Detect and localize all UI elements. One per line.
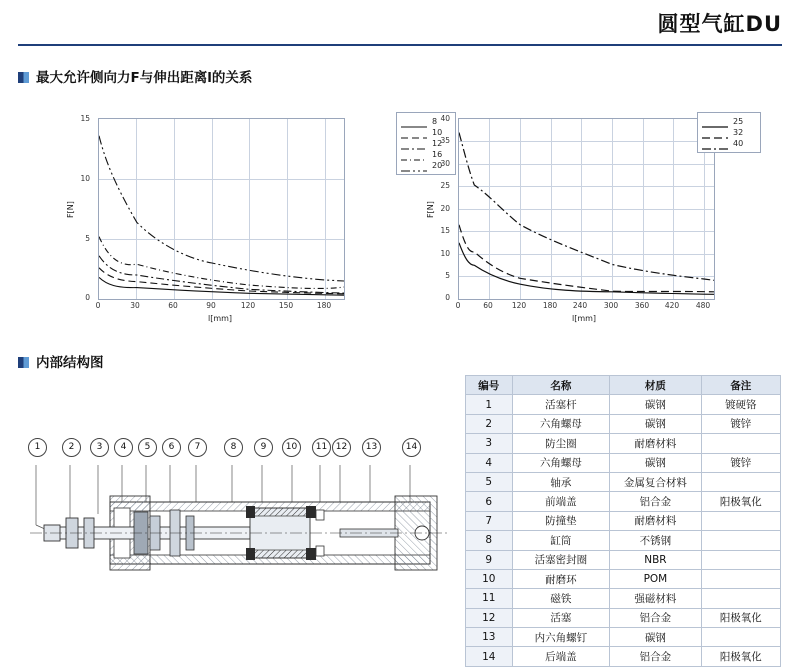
cell-no: 12 xyxy=(466,608,513,627)
cell-name: 防撞垫 xyxy=(512,511,610,530)
cell-name: 前端盖 xyxy=(512,492,610,511)
callout-1: 1 xyxy=(28,438,47,457)
table-row xyxy=(466,550,781,569)
cell-material: 铝合金 xyxy=(610,608,701,627)
legend-label: 8 xyxy=(432,117,438,126)
legend-label: 10 xyxy=(432,128,443,137)
callout-8: 8 xyxy=(224,438,243,457)
chart1-ytick: 0 xyxy=(85,293,90,302)
section-2-label: 内部结构图 xyxy=(36,355,104,371)
table-row xyxy=(466,608,781,627)
legend-label: 16 xyxy=(432,150,443,159)
cell-remark: 镀锌 xyxy=(701,414,780,433)
callout-14: 14 xyxy=(402,438,421,457)
callout-4: 4 xyxy=(114,438,133,457)
table-header-row xyxy=(466,376,781,395)
chart-force-vs-distance-small xyxy=(60,108,360,338)
chart2-xtick: 120 xyxy=(511,301,527,310)
cell-material: POM xyxy=(610,569,701,588)
legend-item xyxy=(702,116,754,127)
cell-no: 13 xyxy=(466,628,513,647)
cell-no: 14 xyxy=(466,647,513,666)
cell-remark xyxy=(701,550,780,569)
chart2-plot-area xyxy=(458,118,715,300)
cell-name: 磁铁 xyxy=(512,589,610,608)
chart1-xtick: 0 xyxy=(95,301,101,310)
callout-7: 7 xyxy=(188,438,207,457)
cell-material: 碳钢 xyxy=(610,395,701,414)
cell-material: 铝合金 xyxy=(610,647,701,666)
chart1-ylabel: F[N] xyxy=(66,201,75,218)
cell-material: 金属复合材料 xyxy=(610,472,701,491)
callout-6: 6 xyxy=(162,438,181,457)
chart1-ytick: 15 xyxy=(80,114,90,123)
cell-no: 3 xyxy=(466,434,513,453)
cell-remark xyxy=(701,511,780,530)
cell-no: 10 xyxy=(466,569,513,588)
legend-key-dashdot xyxy=(702,139,728,149)
table-row xyxy=(466,589,781,608)
header-divider xyxy=(18,44,782,46)
callout-12: 12 xyxy=(332,438,351,457)
legend-label: 25 xyxy=(733,117,744,126)
legend-label: 40 xyxy=(733,139,744,148)
cell-remark: 阳极氧化 xyxy=(701,492,780,511)
chart1-xtick: 120 xyxy=(240,301,256,310)
cell-material: 强磁材料 xyxy=(610,589,701,608)
cell-remark xyxy=(701,589,780,608)
chart2-xtick: 240 xyxy=(572,301,588,310)
table-row xyxy=(466,453,781,472)
callout-3: 3 xyxy=(90,438,109,457)
table-row xyxy=(466,628,781,647)
cell-material: 碳钢 xyxy=(610,414,701,433)
cell-name: 活塞 xyxy=(512,608,610,627)
cell-no: 9 xyxy=(466,550,513,569)
cell-name: 后端盖 xyxy=(512,647,610,666)
callout-11: 11 xyxy=(312,438,331,457)
chart2-ytick: 10 xyxy=(440,249,450,258)
callout-13: 13 xyxy=(362,438,381,457)
cell-material: NBR xyxy=(610,550,701,569)
chart1-series-lines xyxy=(99,119,344,299)
cell-name: 轴承 xyxy=(512,472,610,491)
chart2-xtick: 360 xyxy=(634,301,650,310)
cell-no: 2 xyxy=(466,414,513,433)
cell-remark xyxy=(701,569,780,588)
chart2-ytick: 15 xyxy=(440,226,450,235)
chart2-xtick: 0 xyxy=(455,301,461,310)
cell-remark: 阳极氧化 xyxy=(701,647,780,666)
parts-table xyxy=(465,375,781,667)
col-header-remark: 备注 xyxy=(701,376,780,395)
chart1-xtick: 60 xyxy=(168,301,178,310)
page-header xyxy=(0,0,800,46)
cell-material: 不锈钢 xyxy=(610,531,701,550)
cell-no: 7 xyxy=(466,511,513,530)
cell-no: 4 xyxy=(466,453,513,472)
cell-name: 内六角螺钉 xyxy=(512,628,610,647)
chart2-xtick: 300 xyxy=(603,301,619,310)
cell-name: 六角螺母 xyxy=(512,453,610,472)
callout-9: 9 xyxy=(254,438,273,457)
chart2-ylabel: F[N] xyxy=(426,201,435,218)
chart1-plot-area xyxy=(98,118,345,300)
legend-item xyxy=(702,138,754,149)
cell-remark xyxy=(701,472,780,491)
chart2-ytick: 40 xyxy=(440,114,450,123)
page-title: 圆型气缸DU xyxy=(657,12,782,36)
legend-item xyxy=(702,127,754,138)
cell-remark: 镀锌 xyxy=(701,453,780,472)
cell-no: 8 xyxy=(466,531,513,550)
callout-2: 2 xyxy=(62,438,81,457)
cell-remark: 阳极氧化 xyxy=(701,608,780,627)
chart2-xtick: 180 xyxy=(542,301,558,310)
chart2-ytick: 5 xyxy=(445,271,450,280)
cell-material: 耐磨材料 xyxy=(610,434,701,453)
cell-remark xyxy=(701,531,780,550)
col-header-material: 材质 xyxy=(610,376,701,395)
col-header-no: 编号 xyxy=(466,376,513,395)
chart1-ytick: 5 xyxy=(85,234,90,243)
table-row xyxy=(466,414,781,433)
col-header-name: 名称 xyxy=(512,376,610,395)
cell-no: 5 xyxy=(466,472,513,491)
cell-remark xyxy=(701,628,780,647)
bullet-square-icon xyxy=(18,357,29,368)
chart2-series-lines xyxy=(459,119,714,299)
cell-name: 六角螺母 xyxy=(512,414,610,433)
cell-material: 碳钢 xyxy=(610,628,701,647)
table-row xyxy=(466,395,781,414)
chart2-legend xyxy=(697,112,761,153)
legend-label: 32 xyxy=(733,128,744,137)
chart2-ytick: 20 xyxy=(440,204,450,213)
cell-name: 活塞密封圈 xyxy=(512,550,610,569)
cell-remark xyxy=(701,434,780,453)
legend-label: 12 xyxy=(432,139,443,148)
chart-force-vs-distance-large xyxy=(420,108,720,338)
chart1-xtick: 180 xyxy=(316,301,332,310)
cell-material: 铝合金 xyxy=(610,492,701,511)
table-row xyxy=(466,569,781,588)
callout-5: 5 xyxy=(138,438,157,457)
table-row xyxy=(466,531,781,550)
bullet-square-icon xyxy=(18,72,29,83)
chart2-xtick: 480 xyxy=(695,301,711,310)
cell-no: 11 xyxy=(466,589,513,608)
chart1-xlabel: l[mm] xyxy=(208,314,233,323)
section-title-force-distance xyxy=(18,66,252,86)
cell-material: 耐磨材料 xyxy=(610,511,701,530)
chart1-xtick: 150 xyxy=(278,301,294,310)
chart2-xtick: 60 xyxy=(483,301,493,310)
section-1-label: 最大允许侧向力F与伸出距离l的关系 xyxy=(36,70,253,86)
chart1-ytick: 10 xyxy=(80,174,90,183)
table-row xyxy=(466,511,781,530)
chart1-xtick: 30 xyxy=(130,301,140,310)
chart1-xtick: 90 xyxy=(206,301,216,310)
cell-no: 1 xyxy=(466,395,513,414)
chart2-ytick: 25 xyxy=(440,181,450,190)
table-row xyxy=(466,492,781,511)
chart2-xtick: 420 xyxy=(664,301,680,310)
chart2-ytick: 35 xyxy=(440,136,450,145)
chart2-ytick: 30 xyxy=(440,159,450,168)
legend-key-solid xyxy=(702,117,728,127)
cell-name: 活塞杆 xyxy=(512,395,610,414)
cell-no: 6 xyxy=(466,492,513,511)
cell-name: 防尘圈 xyxy=(512,434,610,453)
chart2-xlabel: l[mm] xyxy=(572,314,597,323)
cylinder-cross-section-diagram xyxy=(10,430,460,610)
chart2-ytick: 0 xyxy=(445,293,450,302)
legend-key-dashed xyxy=(702,128,728,138)
legend-label: 20 xyxy=(432,161,443,170)
cell-material: 碳钢 xyxy=(610,453,701,472)
table-row xyxy=(466,472,781,491)
cell-name: 耐磨环 xyxy=(512,569,610,588)
cell-name: 缸筒 xyxy=(512,531,610,550)
cylinder-drawing xyxy=(10,430,460,610)
cell-remark: 镀硬铬 xyxy=(701,395,780,414)
section-title-internal-structure xyxy=(18,351,104,371)
callout-10: 10 xyxy=(282,438,301,457)
table-row xyxy=(466,434,781,453)
